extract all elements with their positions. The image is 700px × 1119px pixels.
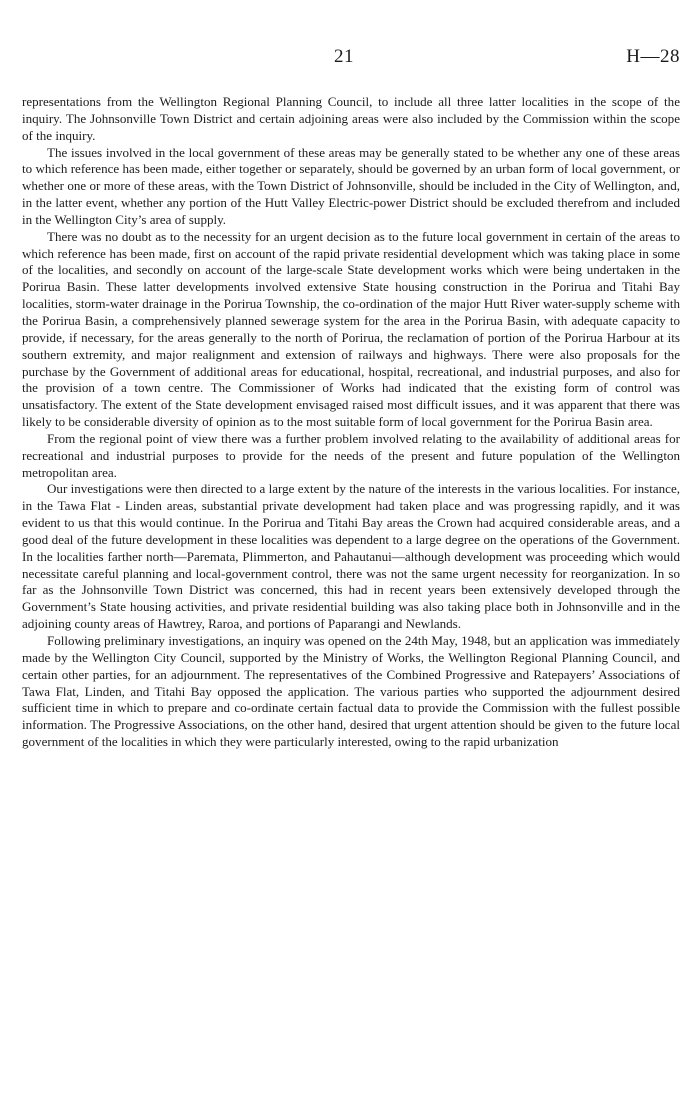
paragraph: representations from the Wellington Regional Planning Council, to include all three latter localities in the scope of the inquiry. The Johnsonville Town District and certain adjoining areas were also included by the Commission within the scope of the inquiry. [22, 94, 680, 143]
page-header [22, 34, 680, 67]
paragraph: From the regional point of view there was a further problem involved relating to the availability of additional areas for recreational and industrial purposes to provide for the needs of the present and future population of the Wellington metropolitan area. [22, 430, 680, 480]
document-page [22, 34, 680, 1094]
paragraph: There was no doubt as to the necessity for an urgent decision as to the future local government in certain of the areas to which reference has been made, first on account of the rapid private residential development which was taking place in some of the localities, and secondly on account of the large-scale State development works which were being undertaken in the Porirua Basin. These latter developments involved extensive State housing construction in the Porirua and Titahi Bay localities, storm-water drainage in the Porirua Township, the co-ordination of the major Hutt River water-supply scheme with the Porirua Basin, a comprehensively planned sewerage system for the area in the Porirua Basin, with adequate capacity to provide, if necessary, for the areas generally to the north of Porirua, the reclamation of portion of the Porirua Harbour at its southern extremity, and major realignment and extension of railways and highways. There were also proposals for the purchase by the Government of additional areas for educational, hospital, recreational, and industrial purposes, and also for the provision of a town centre. The Commissioner of Works had indicated that the existing form of control was unsatisfactory. The extent of the State development envisaged raised most difficult issues, and it was apparent that there was likely to be considerable diversity of opinion as to the most suitable form of local government for the Porirua Basin area. [22, 228, 680, 430]
paragraph: Our investigations were then directed to a large extent by the nature of the interests in the various localities. For instance, in the Tawa Flat - Linden areas, substantial private development had taken place and was progressing rapidly, and it was evident to us that this would continue. In the Porirua and Titahi Bay areas the Crown had acquired considerable areas, and a good deal of the future development in these localities was dependent to a large degree on the operations of the Government. In the localities farther north—Paremata, Plimmerton, and Pahautanui—although development was proceeding which would necessitate careful planning and local-government control, there was not the same urgent necessity for reorganization. In so far as the Johnsonville Town District was concerned, this had in recent years been extensively developed through the Government’s State housing activities, and private residential building was also taking place both in Johnsonville and in the adjoining county areas of Hawtrey, Raroa, and portions of Paparangi and Newlands. [22, 481, 680, 632]
page-number: 21 [334, 46, 354, 67]
paragraph: Following preliminary investigations, an inquiry was opened on the 24th May, 1948, but an application was immediately made by the Wellington City Council, supported by the Ministry of Works, the Wellington Regional Planning Council, and certain other parties, for an adjournment. The representatives of the Combined Progressive and Ratepayers’ Associations of Tawa Flat, Linden, and Titahi Bay opposed the application. The various parties who supported the adjournment desired sufficient time in which to prepare and co-ordinate certain factual data to provide the Commission with the fullest possible information. The Progressive Associations, on the other hand, desired that urgent attention should be given to the future local government of the localities in which they were particularly interested, owing to the rapid urbanization [22, 633, 680, 750]
body-text [22, 94, 680, 751]
paragraph: The issues involved in the local government of these areas may be generally stated to be whether any one of these areas to which reference has been made, either together or separately, should be governed by an urban form of local government, or whether one or more of these areas, with the Town District of Johnsonville, should be included in the City of Wellington, and, in the latter event, whether any portion of the Hutt Valley Electric-power District should be excluded therefrom and included in the Wellington City’s area of supply. [22, 144, 680, 227]
document-reference: H—28 [626, 46, 680, 67]
